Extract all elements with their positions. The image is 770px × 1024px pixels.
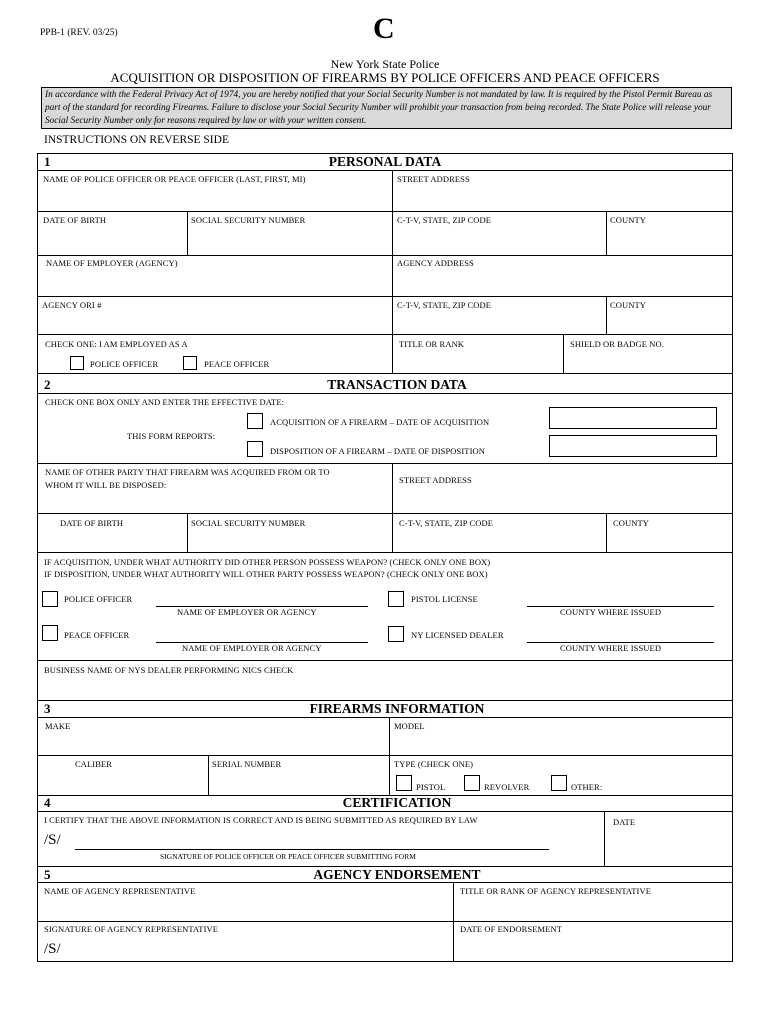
make-label: MAKE: [45, 721, 71, 731]
privacy-notice: In accordance with the Federal Privacy Act of 1974, you are hereby notified that your Social Security Number is not mandated by law. It is required by the Pistol Permit Bureau as part of the standard for recording Firearms. Failure to disclose your Social Security Number will prohibit your transaction from being recorded. The State Police will release your Social Security Number only for reasons required by law or with your written consent.: [41, 87, 732, 129]
acquisition-checkbox[interactable]: [247, 413, 263, 429]
officer-signature-line[interactable]: [75, 849, 549, 850]
police-officer-checkbox[interactable]: [70, 356, 84, 370]
other-party-street-label: STREET ADDRESS: [399, 475, 472, 485]
county-issued-1-label: COUNTY WHERE ISSUED: [560, 607, 662, 617]
revolver-checkbox[interactable]: [464, 775, 480, 791]
instructions-note: INSTRUCTIONS ON REVERSE SIDE: [44, 134, 229, 146]
serial-number-label: SERIAL NUMBER: [212, 759, 282, 769]
auth-peace-officer-label: PEACE OFFICER: [64, 630, 130, 640]
ssn-label: SOCIAL SECURITY NUMBER: [191, 215, 306, 225]
pistol-license-checkbox[interactable]: [388, 591, 404, 607]
employment-check-label: CHECK ONE: I AM EMPLOYED AS A: [45, 339, 188, 349]
form-title: ACQUISITION OR DISPOSITION OF FIREARMS BY POLICE OFFICERS AND PEACE OFFICERS: [110, 70, 660, 85]
county-2-label: COUNTY: [610, 300, 647, 310]
street-address-label: STREET ADDRESS: [397, 174, 470, 184]
form-reports-label: THIS FORM REPORTS:: [127, 431, 216, 441]
form-code: PPB-1 (REV. 03/25): [40, 28, 118, 38]
section5-title: AGENCY ENDORSEMENT: [313, 867, 481, 882]
disposition-label: DISPOSITION OF A FIREARM – DATE OF DISPOSITION: [270, 446, 485, 456]
police-officer-label: POLICE OFFICER: [90, 359, 159, 369]
section4-number: 4: [44, 795, 51, 810]
other-party-ssn-label: SOCIAL SECURITY NUMBER: [191, 518, 306, 528]
authority-question-line2: IF DISPOSITION, UNDER WHAT AUTHORITY WILL OTHER PARTY POSSESS WEAPON? (CHECK ONLY ONE BOX): [44, 569, 488, 579]
officer-name-label: NAME OF POLICE OFFICER OR PEACE OFFICER (LAST, FIRST, MI): [43, 174, 306, 184]
dob-label: DATE OF BIRTH: [43, 215, 107, 225]
section3-title: FIREARMS INFORMATION: [309, 701, 485, 716]
other-checkbox[interactable]: [551, 775, 567, 791]
rep-signature-label: SIGNATURE OF AGENCY REPRESENTATIVE: [44, 924, 219, 934]
section4-title: CERTIFICATION: [342, 795, 452, 810]
auth-police-officer-checkbox[interactable]: [42, 591, 58, 607]
other-party-city-label: C-T-V, STATE, ZIP CODE: [399, 518, 494, 528]
acquisition-date-field[interactable]: [549, 407, 717, 429]
section5-number: 5: [44, 867, 51, 882]
model-label: MODEL: [394, 721, 425, 731]
agency-ori-label: AGENCY ORI #: [42, 300, 102, 310]
employer-agency-2-label: NAME OF EMPLOYER OR AGENCY: [182, 643, 322, 653]
disposition-date-field[interactable]: [549, 435, 717, 457]
nics-dealer-label: BUSINESS NAME OF NYS DEALER PERFORMING NICS CHECK: [44, 665, 294, 675]
peace-officer-checkbox[interactable]: [183, 356, 197, 370]
authority-question-line1: IF ACQUISITION, UNDER WHAT AUTHORITY DID OTHER PERSON POSSESS WEAPON? (CHECK ONLY ONE BOX): [44, 557, 491, 567]
auth-peace-officer-checkbox[interactable]: [42, 625, 58, 641]
city-state-zip-label: C-T-V, STATE, ZIP CODE: [397, 215, 492, 225]
section2-title: TRANSACTION DATA: [327, 377, 467, 392]
other-party-dob-label: DATE OF BIRTH: [60, 518, 124, 528]
other-party-label-line2: WHOM IT WILL BE DISPOSED:: [45, 480, 167, 490]
rep-signature-mark: /S/: [44, 941, 61, 957]
auth-police-officer-label: POLICE OFFICER: [64, 594, 133, 604]
officer-signature-mark: /S/: [44, 832, 61, 848]
county-label: COUNTY: [610, 215, 647, 225]
city-state-zip-2-label: C-T-V, STATE, ZIP CODE: [397, 300, 492, 310]
effective-date-instruction: CHECK ONE BOX ONLY AND ENTER THE EFFECTIVE DATE:: [45, 397, 285, 407]
ny-dealer-label: NY LICENSED DEALER: [411, 630, 504, 640]
peace-officer-label: PEACE OFFICER: [204, 359, 270, 369]
acquisition-label: ACQUISITION OF A FIREARM – DATE OF ACQUISITION: [270, 417, 490, 427]
endorsement-date-label: DATE OF ENDORSEMENT: [460, 924, 563, 934]
disposition-checkbox[interactable]: [247, 441, 263, 457]
caliber-label: CALIBER: [75, 759, 113, 769]
employer-label: NAME OF EMPLOYER (AGENCY): [46, 258, 178, 268]
copy-letter: C: [373, 12, 395, 45]
type-label: TYPE (CHECK ONE): [394, 759, 474, 769]
other-party-county-label: COUNTY: [613, 518, 650, 528]
section1-title: PERSONAL DATA: [328, 154, 442, 169]
title-rank-label: TITLE OR RANK: [399, 339, 465, 349]
section3-number: 3: [44, 701, 51, 716]
pistol-license-label: PISTOL LICENSE: [411, 594, 478, 604]
pistol-checkbox[interactable]: [396, 775, 412, 791]
section1-number: 1: [44, 154, 51, 169]
revolver-label: REVOLVER: [484, 782, 530, 792]
rep-title-label: TITLE OR RANK OF AGENCY REPRESENTATIVE: [460, 886, 651, 896]
other-party-label-line1: NAME OF OTHER PARTY THAT FIREARM WAS ACQUIRED FROM OR TO: [45, 467, 330, 477]
agency-address-label: AGENCY ADDRESS: [397, 258, 474, 268]
agency-name: New York State Police: [330, 57, 440, 71]
certification-date-label: DATE: [613, 817, 636, 827]
certification-statement: I CERTIFY THAT THE ABOVE INFORMATION IS CORRECT AND IS BEING SUBMITTED AS REQUIRED BY LAW: [44, 815, 478, 825]
ny-dealer-checkbox[interactable]: [388, 626, 404, 642]
other-label: OTHER:: [571, 782, 603, 792]
rep-name-label: NAME OF AGENCY REPRESENTATIVE: [44, 886, 196, 896]
pistol-label: PISTOL: [416, 782, 446, 792]
section2-number: 2: [44, 377, 51, 392]
employer-agency-1-label: NAME OF EMPLOYER OR AGENCY: [177, 607, 317, 617]
shield-badge-label: SHIELD OR BADGE NO.: [570, 339, 664, 349]
county-issued-2-label: COUNTY WHERE ISSUED: [560, 643, 662, 653]
officer-signature-caption: SIGNATURE OF POLICE OFFICER OR PEACE OFFICER SUBMITTING FORM: [160, 852, 416, 861]
